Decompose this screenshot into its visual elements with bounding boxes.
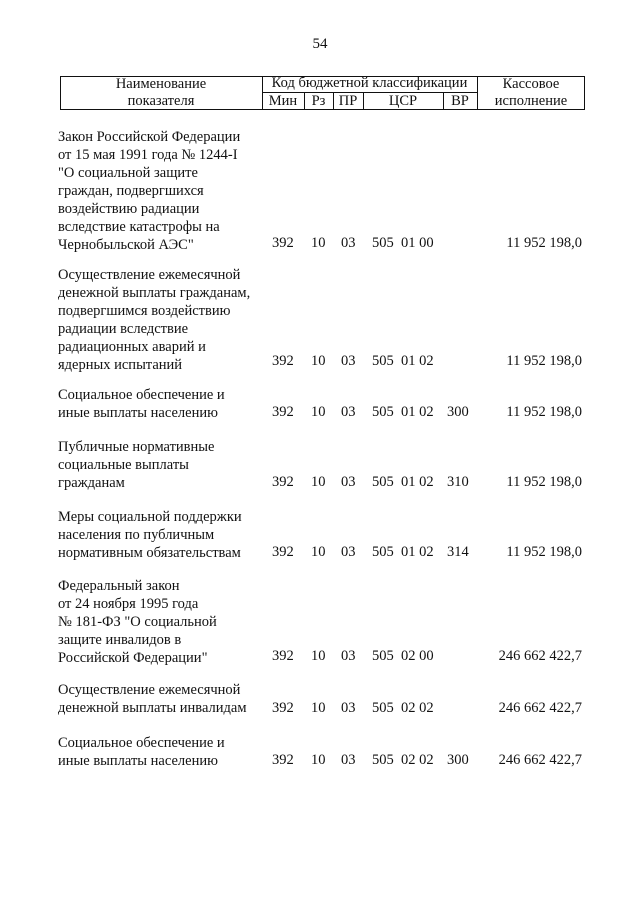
table-header [60, 76, 585, 110]
cell-amount: 246 662 422,7 [498, 752, 582, 768]
row-name: Закон Российской Федерации от 15 мая 1991 года № 1244-I "О социальной защите граждан, подвергшихся воздействию радиации вследствие катастрофы на Чернобыльской АЭС" [58, 129, 241, 253]
cell-min: 392 [272, 648, 294, 664]
cell-rz: 10 [311, 544, 326, 560]
row-name: Социальное обеспечение и иные выплаты населению [58, 735, 225, 769]
cell-rz: 10 [311, 235, 326, 251]
header-code-group: Код бюджетной классификации [271, 75, 468, 91]
cell-csr: 505 01 02 [372, 353, 434, 369]
cell-amount: 246 662 422,7 [498, 700, 582, 716]
cell-min: 392 [272, 474, 294, 490]
cell-csr: 505 01 02 [372, 404, 434, 420]
header-col-rz: Рз [311, 93, 326, 109]
cell-pr: 03 [341, 353, 356, 369]
cell-pr: 03 [341, 544, 356, 560]
cell-vr: 300 [447, 752, 469, 768]
cell-amount: 11 952 198,0 [506, 235, 582, 251]
row-name: Осуществление ежемесячной денежной выплаты инвалидам [58, 682, 247, 716]
cell-rz: 10 [311, 648, 326, 664]
row-name: Осуществление ежемесячной денежной выплаты гражданам, подвергшимся воздействию радиации вследствие радиационных аварий и ядерных испытаний [58, 267, 251, 373]
cell-vr: 310 [447, 474, 469, 490]
cell-amount: 11 952 198,0 [506, 474, 582, 490]
cell-amount: 11 952 198,0 [506, 404, 582, 420]
cell-csr: 505 01 00 [372, 235, 434, 251]
row-name: Публичные нормативные социальные выплаты гражданам [58, 439, 215, 491]
cell-csr: 505 02 00 [372, 648, 434, 664]
header-amount-line1: Кассовое [502, 76, 560, 92]
cell-rz: 10 [311, 700, 326, 716]
page-number: 54 [312, 36, 328, 52]
cell-pr: 03 [341, 752, 356, 768]
cell-pr: 03 [341, 235, 356, 251]
header-col-min: Мин [268, 93, 298, 109]
cell-min: 392 [272, 235, 294, 251]
header-name-line2: показателя [127, 93, 195, 109]
cell-pr: 03 [341, 404, 356, 420]
cell-min: 392 [272, 544, 294, 560]
cell-csr: 505 02 02 [372, 700, 434, 716]
cell-csr: 505 01 02 [372, 544, 434, 560]
cell-min: 392 [272, 752, 294, 768]
header-col-vr: ВР [451, 93, 469, 109]
row-name: Меры социальной поддержки населения по публичным нормативным обязательствам [58, 509, 242, 561]
cell-pr: 03 [341, 474, 356, 490]
cell-rz: 10 [311, 474, 326, 490]
cell-pr: 03 [341, 648, 356, 664]
cell-rz: 10 [311, 404, 326, 420]
header-amount-line2: исполнение [494, 93, 568, 109]
cell-min: 392 [272, 700, 294, 716]
header-name-line1: Наименование [115, 76, 207, 92]
cell-pr: 03 [341, 700, 356, 716]
cell-vr: 300 [447, 404, 469, 420]
cell-rz: 10 [311, 353, 326, 369]
cell-min: 392 [272, 404, 294, 420]
cell-amount: 11 952 198,0 [506, 544, 582, 560]
cell-csr: 505 01 02 [372, 474, 434, 490]
header-col-csr: ЦСР [388, 93, 418, 109]
cell-csr: 505 02 02 [372, 752, 434, 768]
header-col-pr: ПР [338, 93, 358, 109]
cell-amount: 246 662 422,7 [498, 648, 582, 664]
cell-amount: 11 952 198,0 [506, 353, 582, 369]
cell-vr: 314 [447, 544, 469, 560]
row-name: Социальное обеспечение и иные выплаты населению [58, 387, 225, 421]
cell-rz: 10 [311, 752, 326, 768]
row-name: Федеральный закон от 24 ноября 1995 года № 181-ФЗ "О социальной защите инвалидов в Российской Федерации" [58, 578, 217, 666]
cell-min: 392 [272, 353, 294, 369]
